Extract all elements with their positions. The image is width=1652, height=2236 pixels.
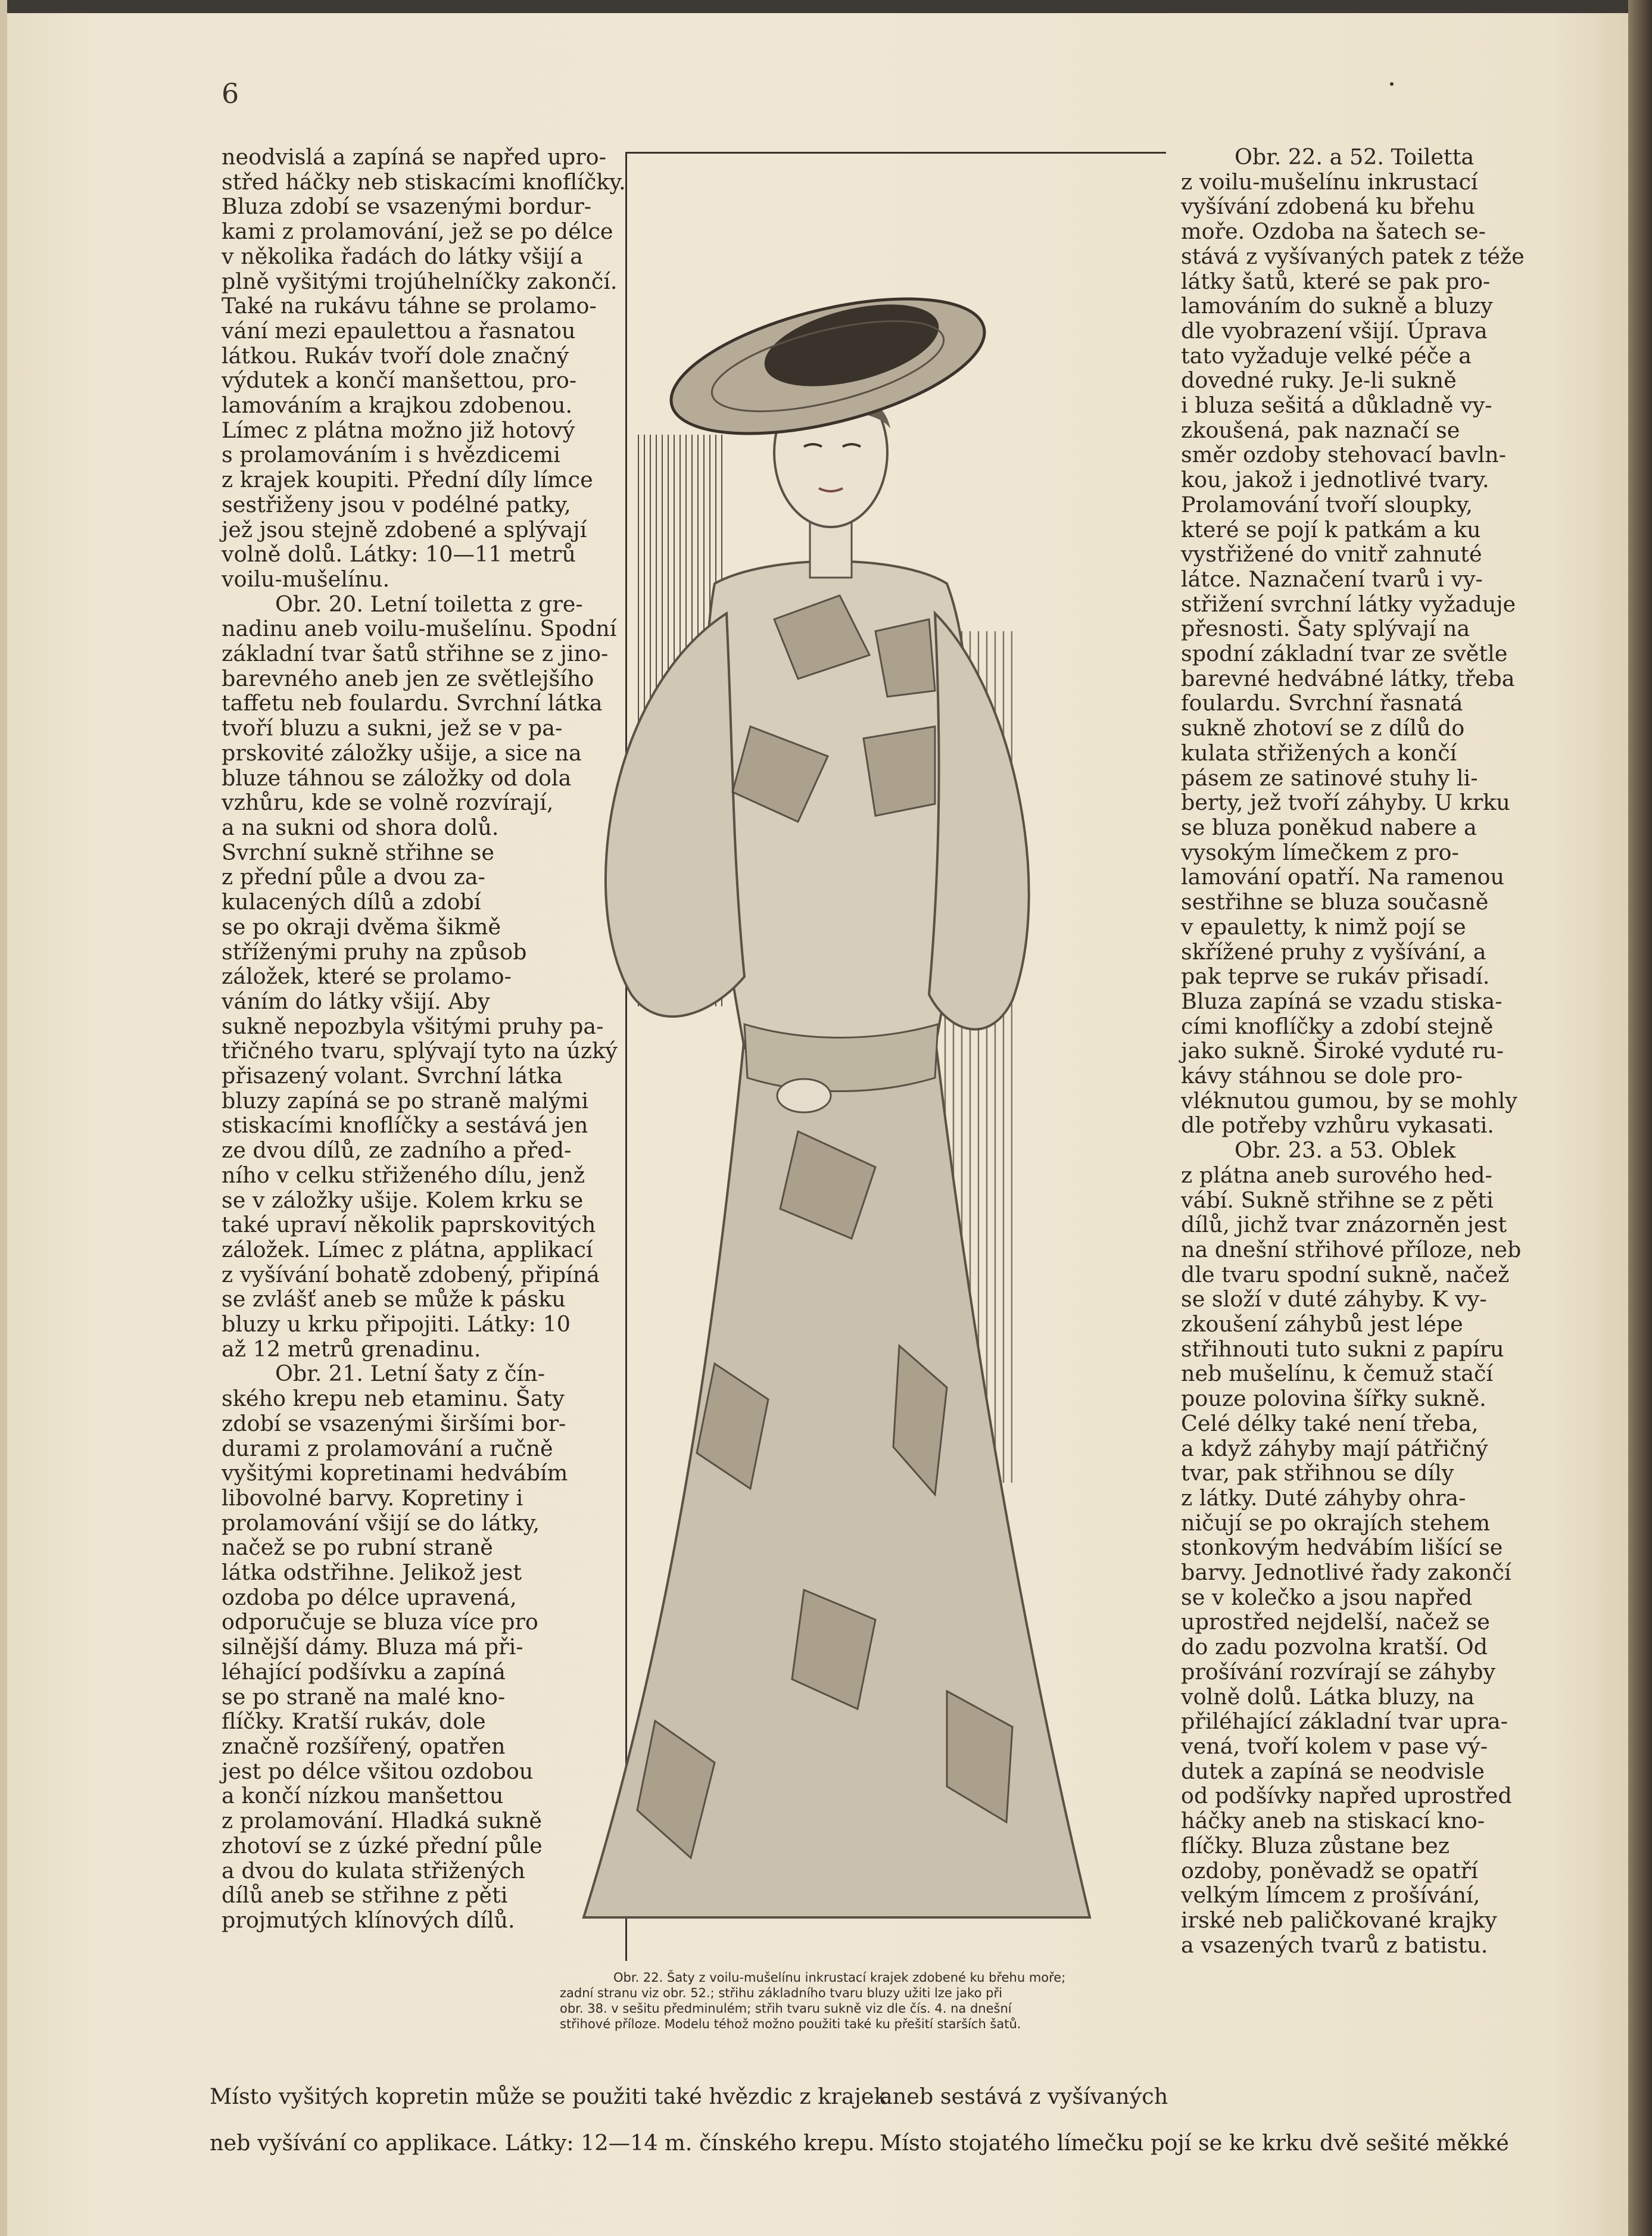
- text-line: ního v celku střiženého dílu, jenž: [222, 1162, 585, 1188]
- text-line: háčky aneb na stiskací kno-: [1181, 1808, 1485, 1834]
- text-line: Celé délky také není třeba,: [1181, 1410, 1479, 1436]
- text-line: ského krepu neb etaminu. Šaty: [222, 1386, 565, 1412]
- text-line: i bluza sešitá a důkladně vy-: [1181, 392, 1492, 419]
- text-line: Bluza zdobí se vsazenými bordur-: [222, 194, 592, 220]
- text-line: kulacených dílů a zdobí: [222, 889, 481, 915]
- text-line: které se pojí k patkám a ku: [1181, 516, 1481, 542]
- right-text-column: [1181, 145, 1550, 1957]
- text-line: foulardu. Svrchní řasnatá: [1181, 690, 1463, 716]
- text-line: a když záhyby mají pátřičný: [1181, 1435, 1488, 1461]
- text-line: bluzy zapíná se po straně malými: [222, 1087, 589, 1114]
- caption-line: zadní stranu viz obr. 52.; střihu základního tvaru bluzy užiti lze jako při: [560, 1986, 1002, 2000]
- text-line: se složí v duté záhyby. K vy-: [1181, 1286, 1487, 1312]
- text-line: prošívání rozvírají se záhyby: [1181, 1658, 1496, 1685]
- text-line: v epauletty, k nimž pojí se: [1181, 913, 1466, 940]
- scan-edge-right: [1628, 0, 1652, 2236]
- text-line: aneb sestává z vyšívaných: [880, 2083, 1168, 2109]
- text-line: přiléhající základní tvar upra-: [1181, 1708, 1508, 1735]
- page-number: 6: [222, 77, 239, 110]
- scan-edge-top: [0, 0, 1652, 13]
- text-line: dle vyobrazení všijí. Úprava: [1181, 317, 1488, 344]
- text-line: sukně nepozbyla všitými pruhy pa-: [222, 1013, 604, 1039]
- text-line: z vyšívání bohatě zdobený, připíná: [222, 1261, 600, 1287]
- text-line: výdutek a končí manšettou, pro-: [222, 367, 577, 394]
- text-line: barvy. Jednotlivé řady zakončí: [1181, 1560, 1511, 1586]
- text-line: střižení svrchní látky vyžaduje: [1181, 591, 1516, 617]
- text-line: zhotoví se z úzké přední půle: [222, 1832, 543, 1858]
- text-line: značně rozšířený, opatřen: [222, 1733, 506, 1759]
- text-line: libovolné barvy. Kopretiny i: [222, 1485, 523, 1511]
- text-line: prolamování všijí se do látky,: [222, 1510, 540, 1536]
- text-line: a vsazených tvarů z batistu.: [1181, 1932, 1488, 1958]
- text-line: se v záložky ušije. Kolem krku se: [222, 1187, 584, 1213]
- text-line: střed háčky neb stiskacími knoflíčky.: [222, 169, 626, 195]
- text-line: jest po délce všitou ozdobou: [222, 1758, 534, 1784]
- text-line: směr ozdoby stehovací bavln-: [1181, 442, 1506, 468]
- text-line: vyšívání zdobená ku břehu: [1181, 194, 1475, 220]
- text-line: z plátna aneb surového hed-: [1181, 1162, 1492, 1188]
- text-line: kávy stáhnou se dole pro-: [1181, 1063, 1463, 1089]
- text-line: lamováním a krajkou zdobenou.: [222, 392, 573, 419]
- text-line: durami z prolamování a ručně: [222, 1435, 553, 1461]
- text-line: flíčky. Kratší rukáv, dole: [222, 1708, 486, 1735]
- text-line: barevného aneb jen ze světlejšího: [222, 665, 594, 691]
- text-line: na dnešní střihové příloze, neb: [1181, 1236, 1522, 1262]
- text-line: s prolamováním i s hvězdicemi: [222, 442, 560, 468]
- text-line: pouze polovina šířky sukně.: [1181, 1386, 1486, 1412]
- text-line: volně dolů. Látky: 10—11 metrů: [222, 541, 576, 567]
- text-line: stonkovým hedvábím lišící se: [1181, 1535, 1503, 1561]
- text-line: kou, jakož i jednotlivé tvary.: [1181, 467, 1489, 493]
- text-line: projmutých klínových dílů.: [222, 1907, 515, 1933]
- text-line: stiskacími knoflíčky a sestává jen: [222, 1112, 588, 1139]
- text-line: v několika řadách do látky všijí a: [222, 243, 583, 269]
- text-line: základní tvar šatů střihne se z jino-: [222, 641, 609, 667]
- text-line: a končí nízkou manšettou: [222, 1783, 504, 1809]
- text-line: dle potřeby vzhůru vykasati.: [1181, 1112, 1494, 1139]
- text-line: uprostřed nejdelší, načež se: [1181, 1609, 1490, 1635]
- text-line: látka odstřihne. Jelikož jest: [222, 1560, 522, 1586]
- text-line: z látky. Duté záhyby ohra-: [1181, 1485, 1466, 1511]
- text-line: vzhůru, kde se volně rozvírají,: [222, 790, 554, 816]
- text-line: dutek a zapíná se neodvisle: [1181, 1758, 1485, 1784]
- text-line: Bluza zapíná se vzadu stiska-: [1181, 988, 1503, 1014]
- text-line: z prolamování. Hladká sukně: [222, 1808, 542, 1834]
- text-line: dílů aneb se střihne z pěti: [222, 1882, 508, 1908]
- text-line: zkoušení záhybů jest lépe: [1181, 1311, 1463, 1337]
- text-line: se zvlášť aneb se může k pásku: [222, 1286, 566, 1312]
- text-line: cími knoflíčky a zdobí stejně: [1181, 1013, 1494, 1039]
- text-line: plně vyšitými trojúhelníčky zakončí.: [222, 268, 618, 294]
- scan-edge-left: [0, 0, 7, 2236]
- text-line: z přední půle a dvou za-: [222, 864, 485, 890]
- text-line: se po okraji dvěma šikmě: [222, 913, 501, 940]
- text-line: dílů, jichž tvar znázorněn jest: [1181, 1212, 1507, 1238]
- text-line: z voilu-mušelínu inkrustací: [1181, 169, 1478, 195]
- text-line: zkoušená, pak naznačí se: [1181, 417, 1460, 443]
- text-line: Obr. 23. a 53. Oblek: [1235, 1137, 1456, 1164]
- caption-line: Obr. 22. Šaty z voilu-mušelínu inkrustací krajek zdobené ku břehu moře;: [613, 1970, 1066, 1985]
- text-line: odporučuje se bluza více pro: [222, 1609, 538, 1635]
- text-line: Také na rukávu táhne se prolamo-: [222, 293, 597, 319]
- text-line: stává z vyšívaných patek z téže: [1181, 243, 1525, 269]
- text-line: moře. Ozdoba na šatech se-: [1181, 219, 1486, 245]
- text-line: Svrchní sukně střihne se: [222, 839, 494, 865]
- text-line: do zadu pozvolna kratší. Od: [1181, 1634, 1488, 1660]
- text-line: nadinu aneb voilu-mušelínu. Spodní: [222, 616, 617, 642]
- text-line: lamováním do sukně a bluzy: [1181, 293, 1493, 319]
- text-line: se v kolečko a jsou napřed: [1181, 1584, 1473, 1610]
- text-line: Prolamování tvoří sloupky,: [1181, 491, 1473, 517]
- text-line: vání mezi epaulettou a řasnatou: [222, 317, 576, 344]
- right-bottom-lines: [880, 2062, 1509, 2178]
- text-line: voilu-mušelínu.: [222, 566, 390, 592]
- text-line: ozdoby, poněvadž se opatří: [1181, 1857, 1478, 1883]
- text-line: kulata střižených a končí: [1181, 740, 1457, 766]
- text-line: pásem ze satinové stuhy li-: [1181, 765, 1478, 791]
- text-line: jako sukně. Široké vyduté ru-: [1181, 1038, 1504, 1064]
- text-line: spodní základní tvar ze světle: [1181, 641, 1508, 667]
- text-line: se bluza poněkud nabere a: [1181, 814, 1477, 840]
- text-line: berty, jež tvoří záhyby. U krku: [1181, 790, 1510, 816]
- text-line: prskovité záložky ušije, a sice na: [222, 740, 582, 766]
- text-line: léhající podšívku a zapíná: [222, 1658, 506, 1685]
- text-line: sestřihne se bluza současně: [1181, 889, 1489, 915]
- text-line: neb vyšívání co applikace. Látky: 12—14 m. čínského krepu.: [210, 2130, 875, 2156]
- text-line: látky šatů, které se pak pro-: [1181, 268, 1491, 294]
- text-line: také upraví několik paprskovitých: [222, 1212, 596, 1238]
- text-line: záložek, které se prolamo-: [222, 963, 512, 990]
- text-line: vyšitými kopretinami hedvábím: [222, 1460, 568, 1486]
- text-line: látce. Naznačení tvarů i vy-: [1181, 566, 1483, 592]
- text-line: třičného tvaru, splývají tyto na úzký: [222, 1038, 618, 1064]
- text-line: z krajek koupiti. Přední díly límce: [222, 467, 593, 493]
- text-line: Obr. 22. a 52. Toiletta: [1235, 144, 1475, 170]
- text-line: irské neb paličkované krajky: [1181, 1907, 1497, 1933]
- text-line: ničují se po okrajích stehem: [1181, 1510, 1491, 1536]
- text-line: sukně zhotoví se z dílů do: [1181, 715, 1465, 741]
- text-line: barevné hedvábné látky, třeba: [1181, 665, 1515, 691]
- text-line: ozdoba po délce upravená,: [222, 1584, 517, 1610]
- text-line: se po straně na malé kno-: [222, 1683, 506, 1710]
- text-line: a na sukni od shora dolů.: [222, 814, 499, 840]
- text-line: Obr. 21. Letní šaty z čín-: [275, 1361, 546, 1387]
- text-line: pak teprve se rukáv přisadí.: [1181, 963, 1490, 990]
- text-line: váním do látky všijí. Aby: [222, 988, 490, 1014]
- text-line: střihnouti tuto sukni z papíru: [1181, 1336, 1504, 1362]
- text-line: tvar, pak střihnou se díly: [1181, 1460, 1454, 1486]
- text-line: až 12 metrů grenadinu.: [222, 1336, 481, 1362]
- text-line: tato vyžaduje velké péče a: [1181, 342, 1472, 369]
- text-line: vysokým límečkem z pro-: [1181, 839, 1459, 865]
- text-line: Obr. 20. Letní toiletta z gre-: [275, 591, 583, 617]
- caption-line: obr. 38. v sešitu předminulém; střih tvaru sukně viz dle čís. 4. na dnešní: [560, 2001, 1012, 2016]
- text-line: bluze táhnou se záložky od dola: [222, 765, 572, 791]
- text-line: vábí. Sukně střihne se z pěti: [1181, 1187, 1494, 1213]
- text-line: skřížené pruhy z vyšívání, a: [1181, 938, 1486, 965]
- text-line: a dvou do kulata střižených: [222, 1857, 525, 1883]
- text-line: sestřiženy jsou v podélné patky,: [222, 491, 571, 517]
- text-line: vystřižené do vnitř zahnuté: [1181, 541, 1482, 567]
- text-line: bluzy u krku připojiti. Látky: 10: [222, 1311, 571, 1337]
- print-speck: [1390, 82, 1394, 86]
- text-line: dle tvaru spodní sukně, načež: [1181, 1261, 1510, 1287]
- caption-line: střihové příloze. Modelu téhož možno použiti také ku přešití starších šatů.: [560, 2017, 1021, 2031]
- text-line: dovedné ruky. Je-li sukně: [1181, 367, 1457, 394]
- text-line: záložek. Límec z plátna, applikací: [222, 1236, 593, 1262]
- text-line: flíčky. Bluza zůstane bez: [1181, 1832, 1450, 1858]
- text-line: lamování opatří. Na ramenou: [1181, 864, 1504, 890]
- text-line: ze dvou dílů, ze zadního a před-: [222, 1137, 572, 1164]
- text-line: neb mušelínu, k čemuž stačí: [1181, 1361, 1494, 1387]
- text-line: velkým límcem z prošívání,: [1181, 1882, 1480, 1908]
- text-line: neodvislá a zapíná se napřed upro-: [222, 144, 606, 170]
- fashion-illustration: [518, 202, 1221, 1959]
- text-line: volně dolů. Látka bluzy, na: [1181, 1683, 1475, 1710]
- text-line: látkou. Rukáv tvoří dole značný: [222, 342, 569, 369]
- text-line: od podšívky napřed uprostřed: [1181, 1783, 1512, 1809]
- text-line: jež jsou stejně zdobené a splývají: [222, 516, 587, 542]
- text-line: vléknutou gumou, by se mohly: [1181, 1087, 1517, 1114]
- text-line: tvoří bluzu a sukni, jež se v pa-: [222, 715, 563, 741]
- text-line: Místo vyšitých kopretin může se použiti také hvězdic z krajek: [210, 2083, 887, 2109]
- text-line: kami z prolamování, jež se po délce: [222, 219, 613, 245]
- left-bottom-lines: [210, 2062, 887, 2178]
- text-line: přesnosti. Šaty splývají na: [1181, 616, 1470, 642]
- text-line: zdobí se vsazenými širšími bor-: [222, 1410, 566, 1436]
- text-line: vená, tvoří kolem v pase vý-: [1181, 1733, 1488, 1759]
- text-line: načež se po rubní straně: [222, 1535, 493, 1561]
- text-line: Límec z plátna možno již hotový: [222, 417, 575, 443]
- text-line: přisazený volant. Svrchní látka: [222, 1063, 563, 1089]
- text-line: silnější dámy. Bluza má při-: [222, 1634, 523, 1660]
- figure-caption: [560, 1970, 1161, 2032]
- text-line: taffetu neb foulardu. Svrchní látka: [222, 690, 603, 716]
- text-line: Místo stojatého límečku pojí se ke krku dvě sešité měkké: [880, 2130, 1509, 2156]
- text-line: stříženými pruhy na způsob: [222, 938, 527, 965]
